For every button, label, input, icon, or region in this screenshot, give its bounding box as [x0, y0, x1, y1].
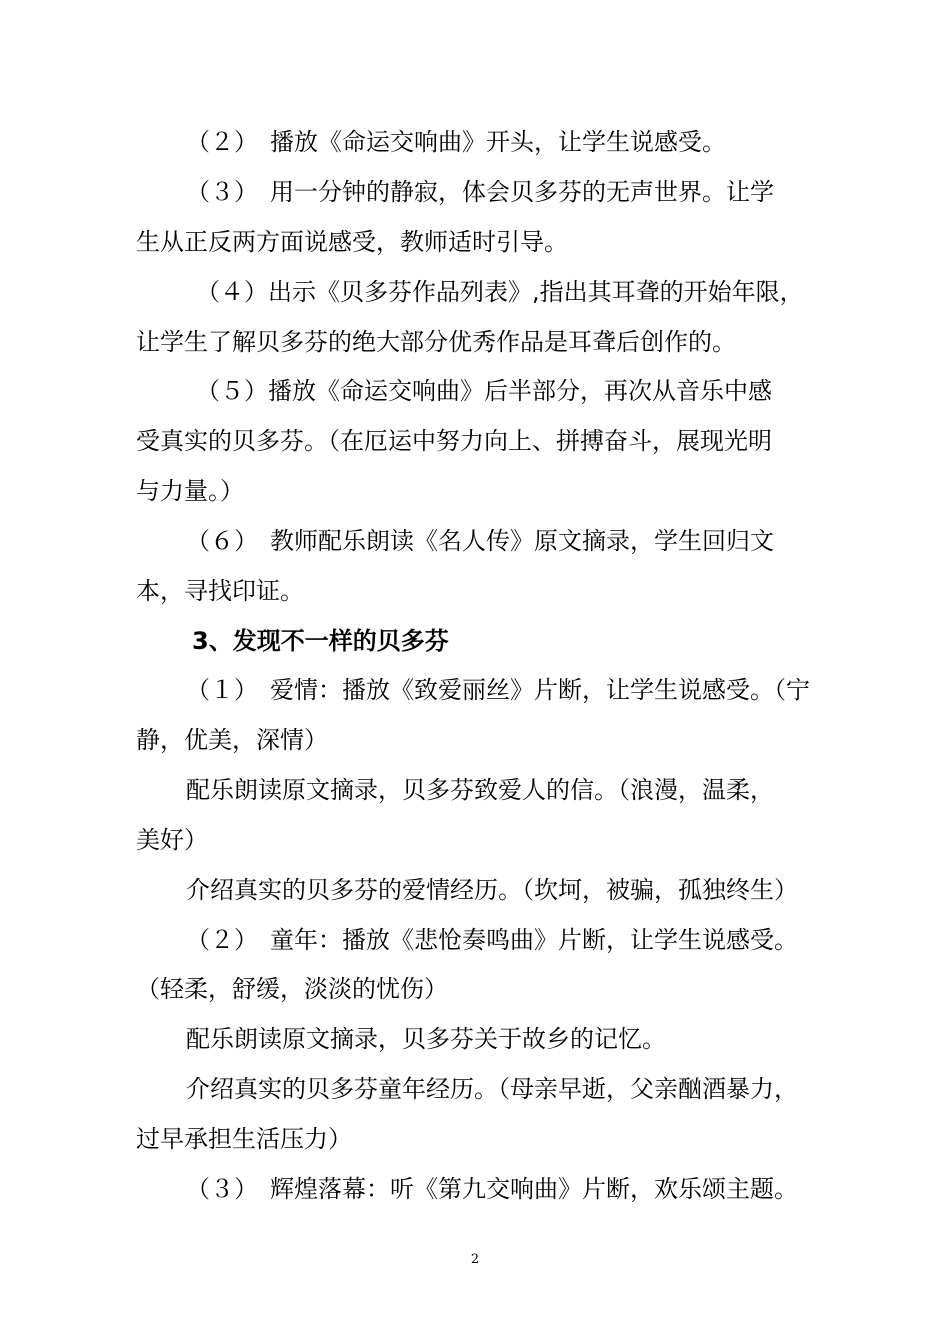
text-line: 受真实的贝多芬。（在厄运中努力向上、拼搏奋斗，展现光明 [136, 427, 772, 455]
text-line: 介绍真实的贝多芬童年经历。（母亲早逝，父亲酗酒暴力， [186, 1075, 798, 1103]
text-line: （３） 辉煌落幕：听《第九交响曲》片断，欢乐颂主题。 [186, 1175, 798, 1203]
text-line: （３） 用一分钟的静寂，体会贝多芬的无声世界。让学 [186, 178, 774, 206]
text-line: 配乐朗读原文摘录，贝多芬关于故乡的记忆。 [186, 1025, 666, 1053]
text-line: （４）出示《贝多芬作品列表》,指出其耳聋的开始年限， [196, 278, 804, 306]
section-heading: 3、发现不一样的贝多芬 [192, 627, 449, 655]
text-line: 介绍真实的贝多芬的爱情经历。（坎坷，被骗，孤独终生） [186, 876, 798, 904]
text-line: 美好） [136, 826, 208, 854]
page-number: 2 [470, 1252, 480, 1267]
text-line: （轻柔，舒缓，淡淡的忧伤） [136, 975, 448, 1003]
text-line: （２） 播放《命运交响曲》开头，让学生说感受。 [186, 128, 726, 156]
text-line: （２） 童年：播放《悲怆奏鸣曲》片断，让学生说感受。 [186, 926, 798, 954]
text-line: 让学生了解贝多芬的绝大部分优秀作品是耳聋后创作的。 [136, 328, 736, 356]
text-line: 生从正反两方面说感受，教师适时引导。 [136, 228, 568, 256]
text-line: 本，寻找印证。 [136, 577, 304, 605]
text-line: 静，优美，深情） [136, 726, 328, 754]
text-line: 过早承担生活压力） [136, 1125, 352, 1153]
text-line: （５）播放《命运交响曲》后半部分，再次从音乐中感 [196, 377, 772, 405]
text-line: （６） 教师配乐朗读《名人传》原文摘录，学生回归文 [186, 527, 774, 555]
text-line: 与力量。） [136, 477, 244, 505]
text-line: 配乐朗读原文摘录，贝多芬致爱人的信。（浪漫，温柔， [186, 776, 774, 804]
text-line: （１） 爱情：播放《致爱丽丝》片断，让学生说感受。（宁 [186, 676, 810, 704]
